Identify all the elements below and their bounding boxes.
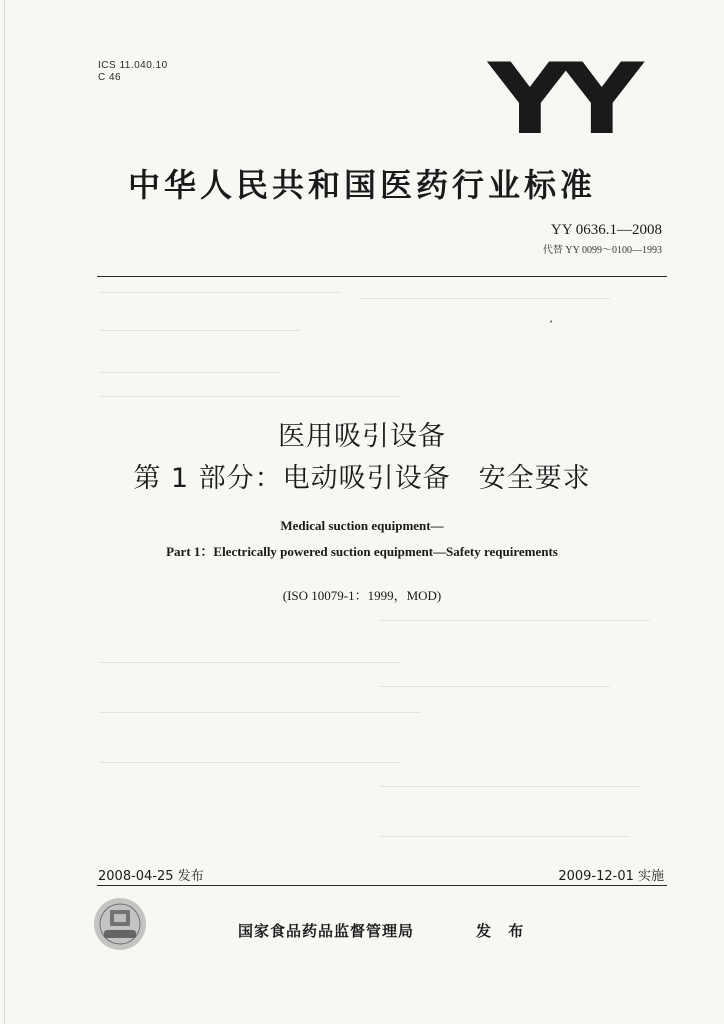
bleed-through [100,330,300,331]
chinese-title-main: 医用吸引设备 [278,421,446,452]
publish-label: 发 布 [476,922,530,940]
issue-date: 2008-04-25 发布 [98,869,204,884]
bleed-through [100,662,400,663]
bleed-through [380,836,630,837]
replaces-standard: 代替 YY 0099～0100—1993 [542,245,662,256]
bleed-through [100,712,420,713]
bleed-through [100,762,400,763]
bleed-through [360,298,610,299]
chinese-title-part: 第 1 部分：电动吸引设备 安全要求 [133,463,591,494]
bleed-through [100,292,340,293]
bleed-through [100,372,280,373]
bleed-through [380,620,650,621]
scan-speck: • [549,318,554,326]
publisher-name: 国家食品药品监督管理局 [238,922,415,940]
ccs-code: C 46 [98,72,122,83]
classification-codes [98,60,168,84]
bleed-through [380,686,610,687]
footer-divider [97,885,667,886]
bleed-through [100,396,400,397]
standard-number: YY 0636.1—2008 [550,222,662,238]
anti-counterfeit-seal-icon [92,896,148,952]
ics-code: ICS 11.040.10 [98,60,168,71]
category-logo: YY [488,43,632,157]
iso-reference: (ISO 10079-1：1999，MOD) [282,588,442,603]
english-title-main: Medical suction equipment— [280,518,444,533]
standard-category-heading: 中华人民共和国医药行业标准 [127,166,596,204]
bleed-through [380,786,640,787]
implementation-date: 2009-12-01 实施 [558,869,664,884]
english-title-part: Part 1：Electrically powered suction equipment—Safety requirements [166,544,558,559]
scan-edge [4,0,5,1024]
header-divider [97,276,667,277]
